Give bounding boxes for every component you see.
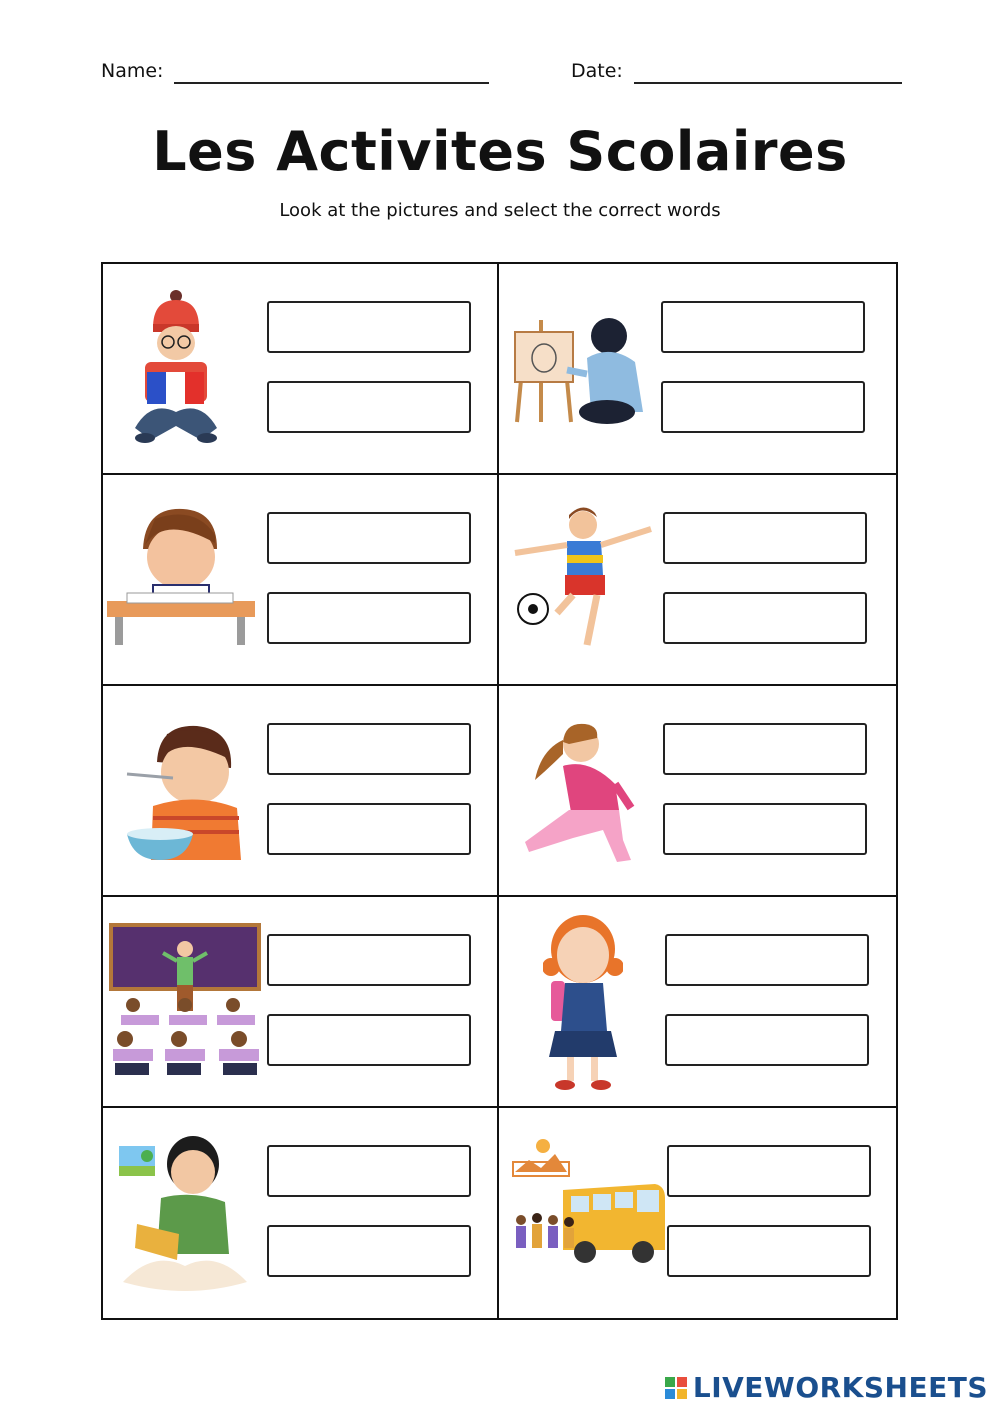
answer-box[interactable] (267, 512, 471, 564)
answer-box[interactable] (267, 301, 471, 353)
date-line[interactable] (634, 82, 902, 84)
activity-cell (101, 895, 499, 1106)
teacher-classroom-icon (109, 923, 267, 1077)
answer-box[interactable] (667, 1225, 871, 1277)
answer-box[interactable] (665, 934, 869, 986)
name-line[interactable] (174, 82, 489, 84)
answer-box[interactable] (667, 1145, 871, 1197)
name-label: Name: (101, 60, 164, 82)
activity-cell (101, 1106, 499, 1317)
answer-box[interactable] (663, 512, 867, 564)
answer-box[interactable] (267, 934, 471, 986)
children-school-bus-icon (511, 1132, 669, 1270)
activity-cell (499, 262, 897, 473)
boy-writing-at-desk-icon (105, 505, 257, 647)
boy-reading-book-icon (117, 1132, 253, 1294)
child-painting-easel-icon (511, 318, 651, 424)
answer-box[interactable] (267, 1225, 471, 1277)
activity-cell (499, 895, 897, 1106)
answer-box[interactable] (661, 381, 865, 433)
liveworksheets-logo (665, 1371, 988, 1404)
answer-box[interactable] (663, 592, 867, 644)
activity-cell (499, 473, 897, 684)
answer-box[interactable] (267, 803, 471, 855)
answer-box[interactable] (267, 1014, 471, 1066)
activity-cell (499, 684, 897, 895)
girl-stretching-icon (519, 720, 645, 870)
answer-box[interactable] (267, 381, 471, 433)
activity-cell (101, 262, 499, 473)
answer-box[interactable] (663, 803, 867, 855)
worksheet-title: Les Activites Scolaires (152, 120, 848, 183)
boy-eating-cereal-icon (123, 722, 263, 864)
boy-playing-football-icon (511, 505, 653, 657)
brand-text: LIVEWORKSHEETS (692, 1371, 988, 1404)
answer-box[interactable] (267, 723, 471, 775)
answer-box[interactable] (267, 592, 471, 644)
date-label: Date: (571, 60, 623, 82)
answer-box[interactable] (665, 1014, 869, 1066)
answer-box[interactable] (267, 1145, 471, 1197)
activity-cell (101, 473, 499, 684)
girl-with-backpack-icon (543, 909, 623, 1093)
instructions: Look at the pictures and select the correct words (279, 200, 721, 221)
answer-box[interactable] (661, 301, 865, 353)
boy-reading-french-book-icon (131, 288, 221, 448)
activity-cell (499, 1106, 897, 1317)
liveworksheets-logo-icon (665, 1377, 687, 1399)
answer-box[interactable] (663, 723, 867, 775)
activity-cell (101, 684, 499, 895)
